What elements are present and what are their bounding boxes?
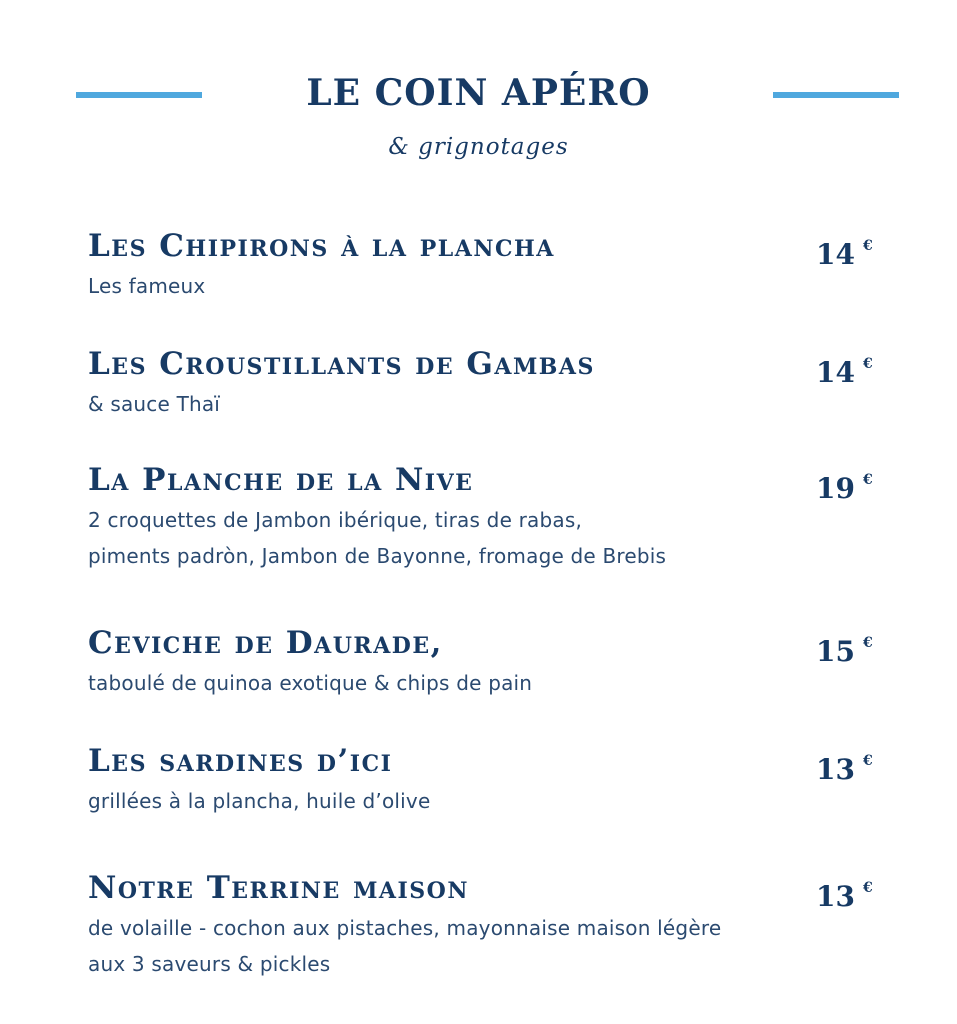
description-line: 2 croquettes de Jambon ibérique, tiras de rabas, (88, 508, 583, 532)
description-line: grillées à la plancha, huile d’olive (88, 789, 431, 813)
price-value: 19 (816, 472, 855, 505)
item-price (816, 346, 873, 391)
item-name: Les sardines d’ici (88, 743, 393, 779)
currency-symbol: € (862, 753, 873, 769)
price-value: 13 (816, 753, 855, 786)
section-subtitle: & grignotages (388, 134, 569, 160)
description-line: & sauce Thaï (88, 392, 221, 416)
currency-symbol: € (862, 635, 873, 651)
item-price (816, 462, 873, 507)
item-description (88, 268, 898, 304)
currency-symbol: € (862, 880, 873, 896)
menu-item-planche (88, 462, 898, 574)
item-name: La Planche de la Nive (88, 462, 474, 498)
description-line: aux 3 saveurs & pickles (88, 952, 331, 976)
description-line: piments padròn, Jambon de Bayonne, fromage de Brebis (88, 544, 667, 568)
price-value: 14 (816, 238, 855, 271)
section-title: LE COIN APÉRO (306, 72, 651, 114)
currency-symbol: € (862, 238, 873, 254)
item-price (816, 743, 873, 788)
item-name: Notre Terrine maison (88, 870, 469, 906)
menu-item-chipirons (88, 228, 898, 304)
price-value: 14 (816, 356, 855, 389)
description-line: de volaille - cochon aux pistaches, mayonnaise maison légère (88, 916, 722, 940)
item-description (88, 665, 898, 701)
item-description (88, 783, 898, 819)
item-name: Les Chipirons à la plancha (88, 228, 555, 264)
menu-item-croustillants (88, 346, 898, 422)
item-description (88, 502, 898, 574)
item-name: Ceviche de Daurade, (88, 625, 443, 661)
menu-item-terrine (88, 870, 898, 982)
price-value: 13 (816, 880, 855, 913)
description-line: taboulé de quinoa exotique & chips de pain (88, 671, 533, 695)
item-description (88, 386, 898, 422)
menu-item-sardines (88, 743, 898, 819)
item-name: Les Croustillants de Gambas (88, 346, 595, 382)
price-value: 15 (816, 635, 855, 668)
item-price (816, 625, 873, 670)
currency-symbol: € (862, 472, 873, 488)
menu-item-ceviche (88, 625, 898, 701)
currency-symbol: € (862, 356, 873, 372)
item-price (816, 870, 873, 915)
item-price (816, 228, 873, 273)
description-line: Les fameux (88, 274, 206, 298)
item-description (88, 910, 898, 982)
